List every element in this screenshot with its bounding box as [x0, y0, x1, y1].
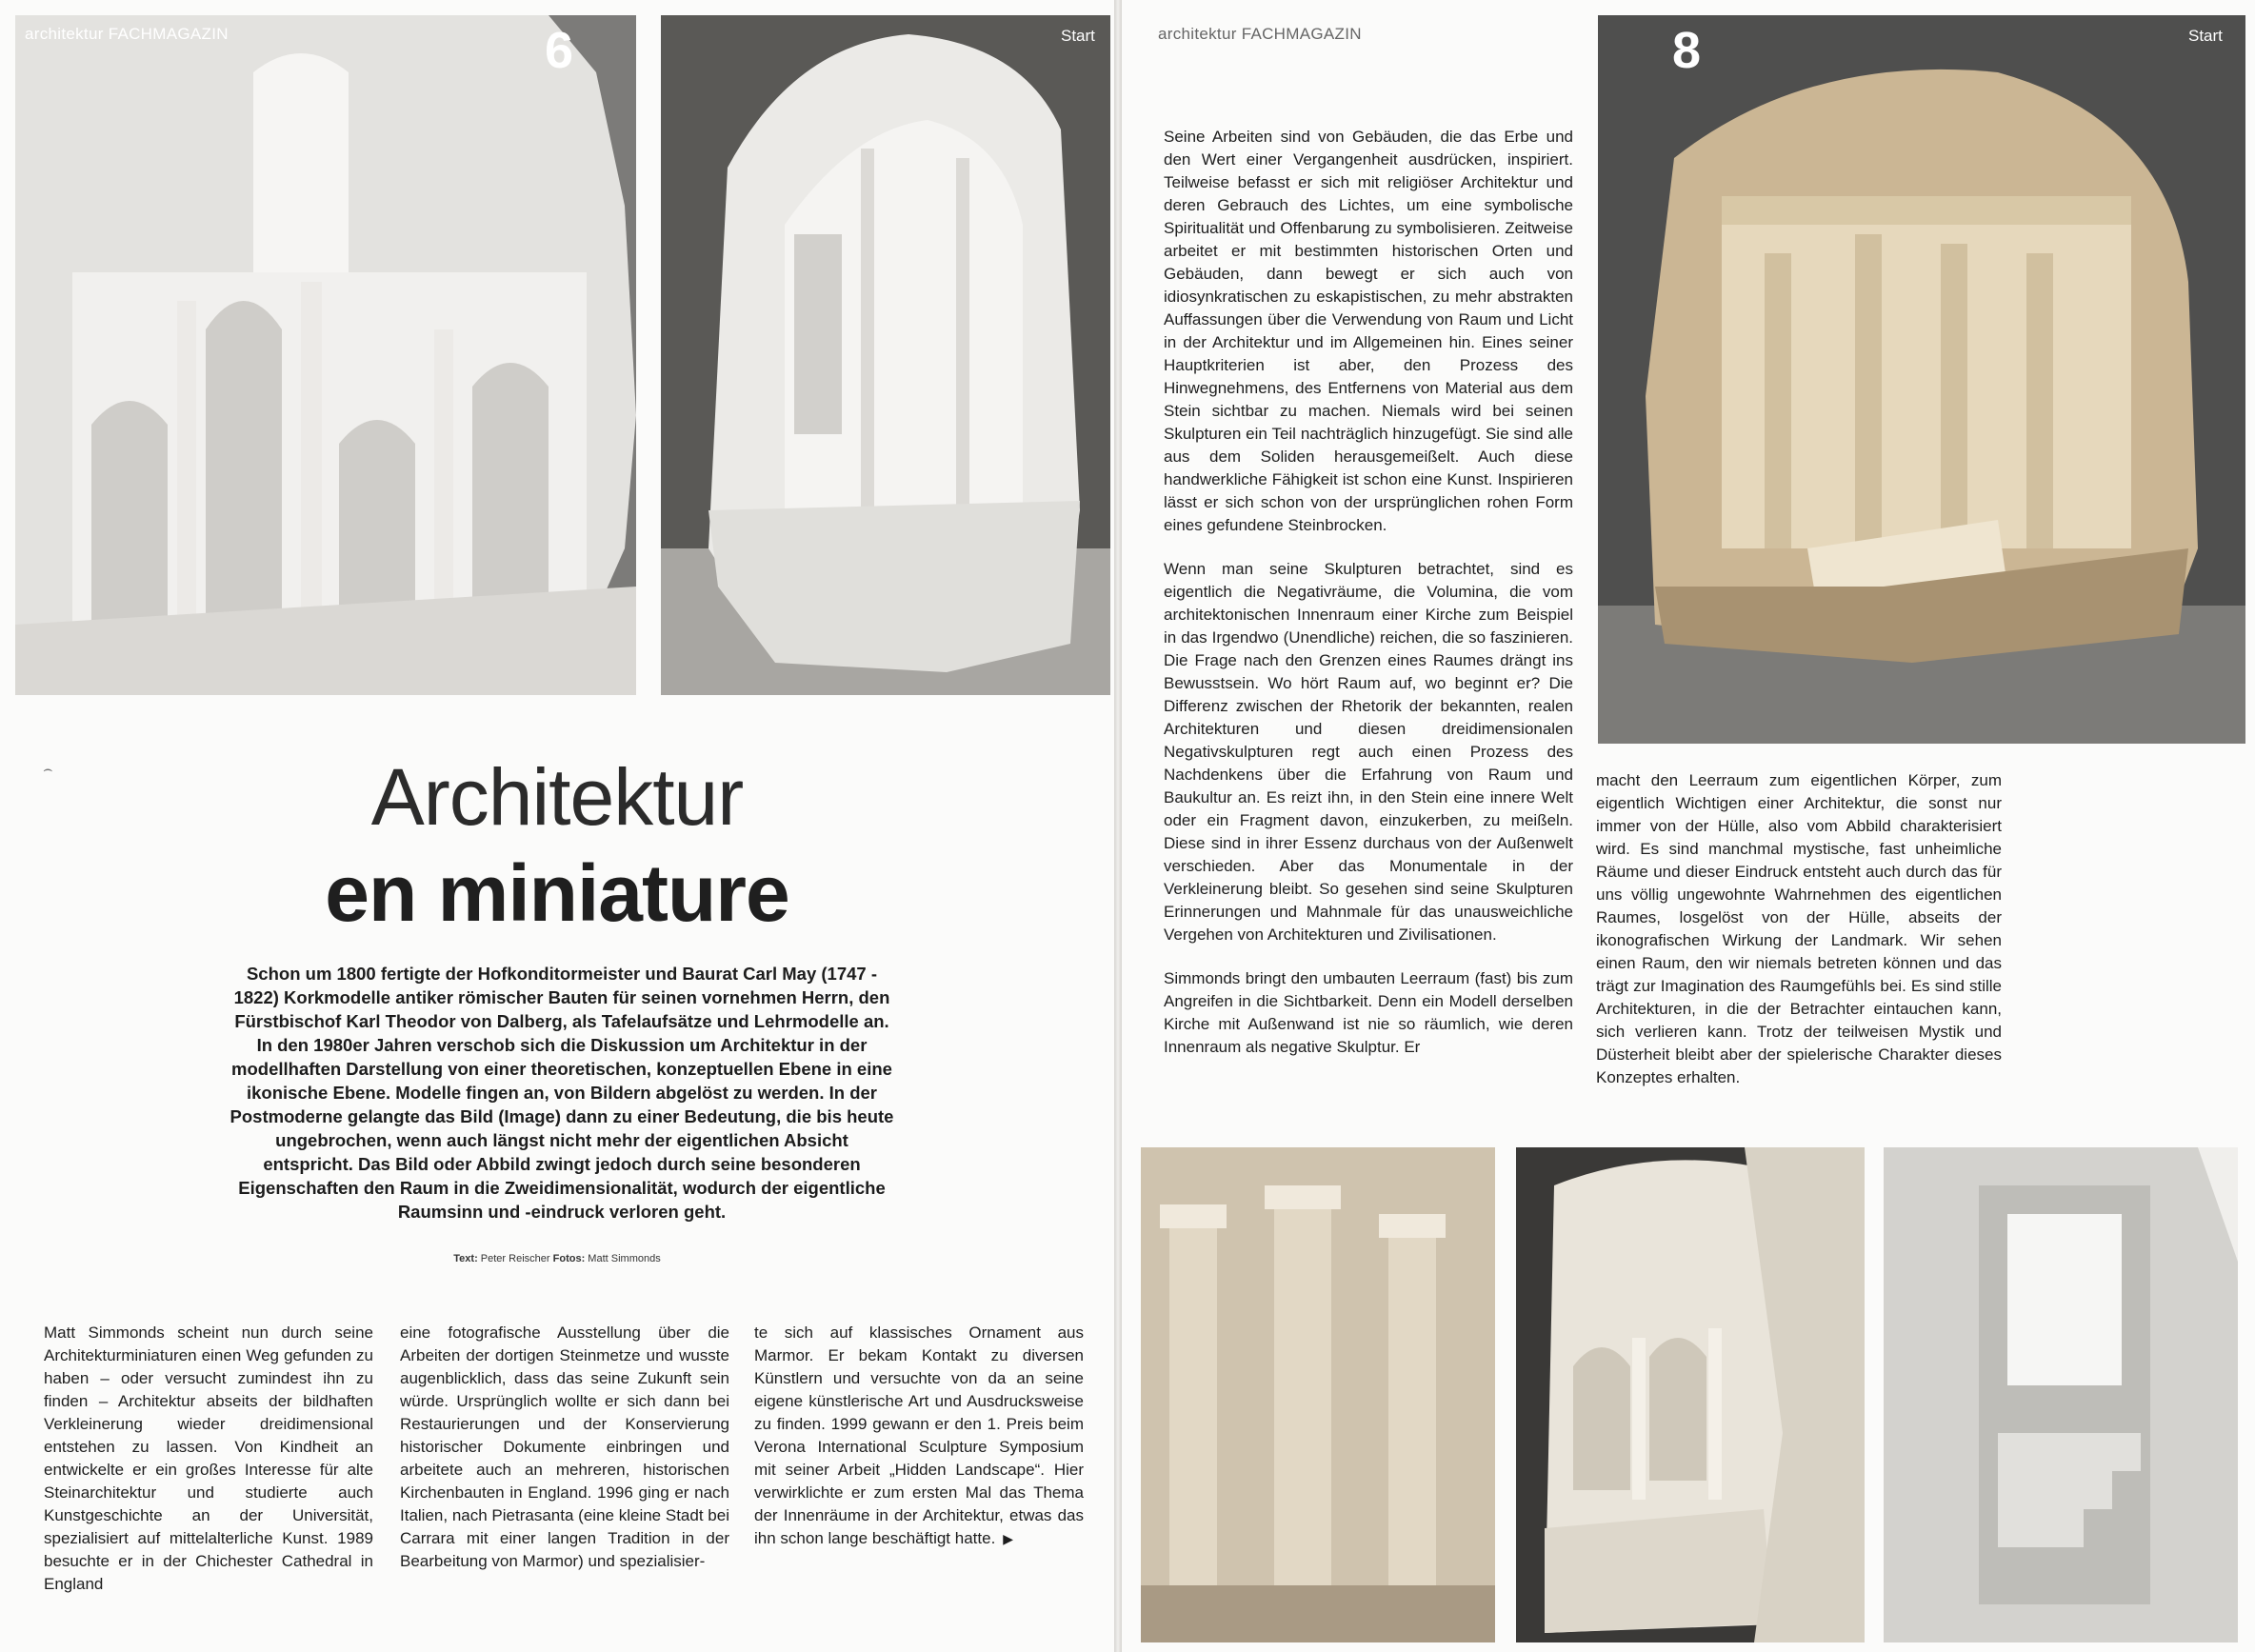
page-gutter — [1114, 0, 1122, 1652]
running-head-left — [25, 25, 229, 44]
lead-paragraph: Schon um 1800 fertigte der Hofkonditormeister und Baurat Carl May (1747 - 1822) Korkmodelle antiker römischer Bauten für seinen vornehmen Herrn, den Fürstbischof Karl Theodor von Dalberg, als Tafelaufsätze und Lehrmodelle an. In den 1980er Jahren verschob sich die Diskussion um Architektur in der modellhaften Darstellung von einer theoretischen, konzeptuellen Ebene in eine ikonische Ebene. Modelle fingen an, von Bildern abgelöst zu werden. In der Postmoderne gelangte das Bild (Image) dann zu einer Bedeutung, die bis heute ungebrochen, wenn auch längst nicht mehr der eigentlichen Absicht entspricht. Das Bild oder Abbild zwingt jedoch durch seine besonderen Eigenschaften den Raum in die Zweidimensionalität, wodurch der eigentliche Raumsinn und -eindruck verloren geht. — [229, 964, 894, 1222]
photo-column-hall — [1141, 1147, 1495, 1642]
credit-photo-author: Matt Simmonds — [588, 1253, 661, 1264]
body-paragraph-2: Wenn man seine Skulpturen betrachtet, sind es eigentlich die Negativräume, die Volumina, die vom architektonischen Innenraum einer Kirche zum Beispiel in das Irgendwo (Unendliche) reichen, die so faszinieren. Die Frage nach den Grenzen eines Raumes drängt ins Bewusstsein. Wo hört Raum auf, wo beginnt er? Die Differenz zwischen der Rhetorik der bekannten, realen Architekturen und diesen dreidimensionalen Negativskulpturen regt auch einen Prozess des Nachdenkens über die Erfahrung von Raum und Baukultur an. Es reizt ihn, in den Stein eine innere Welt oder ein Fragment davon, einzukerben, zu meißeln. Diese sind in ihrer Essenz durchaus von der Außenwelt verschieden. Aber das Monumentale in der Verkleinerung bleibt. So gesehen sind seine Skulpturen Erinnerungen und Mahnmale für das unausweichliche Vergehen von Architekturen und Zivilisationen. — [1164, 560, 1573, 944]
body-column-3 — [754, 1322, 1084, 1550]
photo-stone-temple — [1598, 15, 2245, 744]
credits — [0, 1253, 1114, 1264]
romanesque-arcade-illustration — [1516, 1147, 1865, 1642]
carved-arcade-illustration — [15, 15, 636, 695]
body-column-2-text: eine fotografische Ausstellung über die Arbeiten der dortigen Steinmetze und wusste augenblicklich, dass das seine Zukunft sein würde. Ursprünglich wollte er sich dann bei Restaurierungen und der Konservierung historischer Dokumente einbringen und arbeitete auch an mehreren, historischen Kirchenbauten in England. 1996 ging er nach Italien, nach Pietrasanta (eine kleine Stadt bei Carrara mit einer langen Tradition in der Bearbeitung von Marmor) und spezialisier- — [400, 1324, 729, 1570]
body-paragraph-3: Simmonds bringt den umbauten Leerraum (fast) bis zum Angreifen in die Sichtbarkeit. Denn ein Modell derselben Kirche mit Außenwand ist nie so räumlich, wie deren Innenraum als negative Skulptur. Er — [1164, 969, 1573, 1056]
right-page — [1122, 0, 2255, 1652]
running-head-right — [1158, 25, 1362, 44]
start-link-right[interactable]: Start — [2188, 27, 2223, 45]
margin-mark: ⌢ — [43, 762, 53, 778]
photo-number-6: 6 — [545, 22, 574, 79]
credit-photo-label: Fotos: — [552, 1253, 586, 1264]
body-column-2 — [400, 1322, 729, 1573]
body-column-3-text: te sich auf klassisches Ornament aus Marmor. Er bekam Kontakt zu diversen Künstlern und versuchte von da an seine eigene künstlerische Art und Ausdrucksweise zu finden. 1999 gewann er den 1. Preis beim Verona International Sculpture Symposium mit seiner Arbeit „Hidden Landscape“. Hier verwirklichte er zum ersten Mal das Thema der Innenräume in der Architektur, etwas das ihn schon lange beschäftigt hatte. — [754, 1324, 1084, 1547]
running-head-magazine: FACHMAGAZIN — [1241, 25, 1362, 43]
body-column-1 — [44, 1322, 373, 1596]
article-title-line1: Architektur — [370, 752, 744, 842]
body-paragraph-4: macht den Leerraum zum eigentlichen Körper, zum eigentlich Wichtigen einer Architektur, die sonst nur immer von der Hülle, also vom Abbild charakterisiert wird. Es sind manchmal mystische, fast unheimliche Räume und dieser Eindruck entsteht auch durch das für uns völlig ungewohnte Wahrnehmen des eigentlichen Raumes, losgelöst von der Hülle, abseits der ikonografischen Wirkung der Landmark. Wir sehen einen Raum, den wir niemals betreten können und das trägt zur Imagination des Raumgefühls bei. Es sind stille Architekturen, in die der Betrachter eintauchen kann, sich verlieren kann. Trotz der teilweisen Mystik und Düsterheit bleibt aber der spielerische Charakter dieses Konzeptes erhalten. — [1596, 771, 2002, 1086]
article-title-line2: en miniature — [325, 848, 789, 938]
photo-gothic-niche — [661, 15, 1110, 695]
photo-number-8: 8 — [1672, 22, 1702, 79]
gothic-niche-illustration — [661, 15, 1110, 695]
photo-romanesque-arcade — [1516, 1147, 1865, 1642]
body-column-4 — [1164, 126, 1573, 1059]
start-link-left[interactable]: Start — [1061, 27, 1095, 45]
running-head-magazine: FACHMAGAZIN — [108, 25, 229, 43]
running-head-brand: architektur — [1158, 25, 1237, 43]
body-column-1-text: Matt Simmonds scheint nun durch seine Architekturminiaturen einen Weg gefunden zu haben – oder versucht zumindest ihn zu finden – Architektur abseits der bildhaften Verkleinerung wieder dreidimensional entstehen zu lassen. Von Kindheit an entwickelte er ein großes Interesse für alte Steinarchitektur und studierte auch Kunstgeschichte an der Universität, spezialisiert auf mittelalterliche Kunst. 1989 besuchte er in der Chichester Cathedral in England — [44, 1324, 373, 1593]
credit-text-label: Text: — [453, 1253, 478, 1264]
continue-arrow-icon[interactable]: ▶ — [1003, 1531, 1014, 1546]
left-page — [0, 0, 1114, 1652]
column-hall-illustration — [1141, 1147, 1495, 1642]
stone-temple-illustration — [1598, 15, 2245, 744]
body-column-5 — [1596, 769, 2002, 1089]
credit-text-author: Peter Reischer — [480, 1253, 550, 1264]
photo-stair-niche — [1884, 1147, 2238, 1642]
stair-niche-illustration — [1884, 1147, 2238, 1642]
running-head-brand: architektur — [25, 25, 104, 43]
photo-carved-arcade — [15, 15, 636, 695]
body-paragraph-1: Seine Arbeiten sind von Gebäuden, die das Erbe und den Wert einer Vergangenheit ausdrücken, inspiriert. Teilweise befasst er sich mit religiöser Architektur und deren Gebrauch des Lichtes, um eine symbolische Spiritualität und Offenbarung zu symbolisieren. Zeitweise arbeitet er mit bestimmten historischen Orten und Gebäuden, dann bewegt er sich auch von idiosynkratischen zu eskapistischen, zu mehr abstrakten Auffassungen über die Verwendung von Raum und Licht in der Architektur und im Allgemeinen hin. Eines seiner Hauptkriterien ist aber, den Prozess des Hinwegnehmens, des Entfernens von Material aus dem Stein sichtbar zu machen. Niemals wird bei seinen Skulpturen ein Teil nachträglich hinzugefügt. Sie sind alle aus dem Soliden herausgemeißelt. Auch diese handwerkliche Fähigkeit ist schon eine Kunst. Inspirieren lässt er sich schon von der ursprünglichen rohen Form eines gefundene Steinbrocken. — [1164, 128, 1573, 534]
